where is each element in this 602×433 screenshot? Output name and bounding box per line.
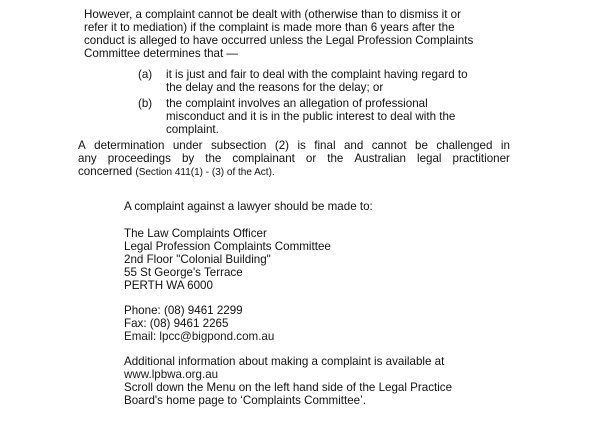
email-link[interactable]: Email: lpcc@bigpond.com.au	[124, 330, 275, 343]
word: is	[297, 139, 306, 152]
address-line: 55 St George's Terrace	[124, 266, 243, 279]
word: cannot	[371, 139, 407, 152]
conditions-list	[84, 68, 504, 139]
list-item-a	[84, 68, 504, 94]
fax-number: Fax: (08) 9461 2265	[124, 317, 229, 330]
list-line: the delay and the reasons for the delay; or	[166, 81, 384, 94]
intro-paragraph	[84, 8, 504, 60]
list-text-a	[166, 68, 504, 94]
list-line: it is just and fair to deal with the complaint having regard to	[166, 68, 468, 81]
word: determination	[94, 139, 165, 152]
word: practitioner	[452, 152, 510, 165]
determination-concerned: concerned	[78, 165, 136, 178]
word: by	[181, 152, 195, 165]
word: any	[78, 152, 97, 165]
intro-line: conduct is alleged to have occurred unless the Legal Profession Complaints	[84, 34, 474, 47]
list-label-b: (b)	[138, 97, 153, 110]
phone-number: Phone: (08) 9461 2299	[124, 304, 243, 317]
word: proceedings	[107, 152, 171, 165]
word: or	[305, 152, 317, 165]
word: final	[314, 139, 336, 152]
word: (2)	[274, 139, 289, 152]
address-line: 2nd Floor "Colonial Building"	[124, 253, 271, 266]
section-reference: (Section 411(1) - (3) of the Act).	[135, 167, 275, 178]
address-line: PERTH WA 6000	[124, 279, 213, 292]
word: and	[343, 139, 364, 152]
website-link[interactable]: www.lpbwa.org.au	[124, 368, 219, 381]
contact-section	[124, 200, 544, 407]
word: legal	[417, 152, 442, 165]
list-text-b	[166, 97, 504, 136]
word: in	[500, 139, 510, 152]
list-item-b	[84, 97, 504, 136]
word: the	[327, 152, 344, 165]
determination-line-3	[78, 165, 510, 179]
word: Australian	[354, 152, 406, 165]
word: under	[172, 139, 203, 152]
determination-paragraph	[78, 139, 510, 179]
list-line: misconduct and it is in the public interest to deal with the	[166, 110, 456, 123]
contact-heading: A complaint against a lawyer should be made to:	[124, 200, 373, 213]
list-line: the complaint involves an allegation of professional	[166, 97, 428, 110]
word: be	[415, 139, 428, 152]
intro-line: Committee determines that —	[84, 47, 238, 60]
intro-line: refer it to mediation) if the complaint is made more than 6 years after the	[84, 21, 455, 34]
scroll-instruction-line: Board's home page to ‘Complaints Committee’.	[124, 394, 366, 407]
scroll-instruction-line: Scroll down the Menu on the left hand side of the Legal Practice	[124, 381, 453, 394]
word: challenged	[436, 139, 493, 152]
postal-address	[124, 227, 544, 292]
address-line: The Law Complaints Officer	[124, 227, 267, 240]
intro-line: However, a complaint cannot be dealt with (otherwise than to dismiss it or	[84, 8, 461, 21]
word: A	[78, 139, 86, 152]
list-label-a: (a)	[138, 68, 153, 81]
determination-line-1	[78, 139, 510, 152]
determination-line-2	[78, 152, 510, 165]
list-line: complaint.	[166, 123, 219, 136]
address-line: Legal Profession Complaints Committee	[124, 240, 331, 253]
word: the	[205, 152, 222, 165]
word: subsection	[210, 139, 267, 152]
word: complainant	[232, 152, 295, 165]
additional-info-text: Additional information about making a complaint is available at	[124, 355, 445, 368]
